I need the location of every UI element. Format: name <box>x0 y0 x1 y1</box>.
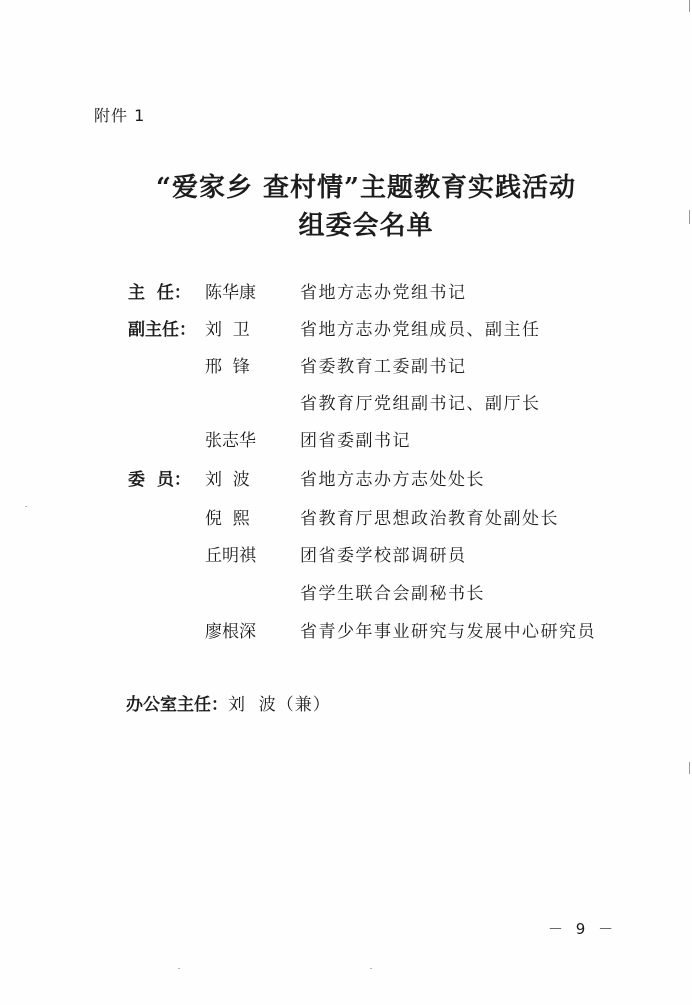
member-role: 副主任： <box>128 320 196 340</box>
member-row <box>0 543 692 569</box>
member-row <box>0 619 692 645</box>
member-row <box>0 467 692 493</box>
member-name: 刘 卫 <box>205 320 250 340</box>
scan-speck <box>178 968 180 969</box>
member-name: 张志华 <box>205 431 256 451</box>
office-director-role: 办公室主任： <box>126 695 228 715</box>
member-name: 陈华康 <box>205 283 256 303</box>
member-position: 团省委学校部调研员 <box>300 546 467 566</box>
scan-edge-mark <box>689 762 690 774</box>
scan-speck <box>370 968 372 969</box>
office-director-line <box>126 692 331 718</box>
document-title-line-1: “爱家乡 查村情”主题教育实践活动 <box>156 173 576 203</box>
scan-speck <box>25 506 27 507</box>
member-position: 省地方志办党组书记 <box>300 283 467 303</box>
member-position: 省地方志办党组成员、副主任 <box>300 320 541 340</box>
member-position: 省青少年事业研究与发展中心研究员 <box>300 622 596 642</box>
document-title-line-2: 组委会名单 <box>298 211 434 241</box>
member-position: 团省委副书记 <box>300 431 411 451</box>
member-row <box>0 581 692 607</box>
member-name: 邢 锋 <box>205 357 250 377</box>
member-name: 刘 波 <box>205 470 250 490</box>
member-name: 倪 熙 <box>205 509 250 529</box>
member-row <box>0 317 692 343</box>
member-position: 省教育厅党组副书记、副厅长 <box>300 394 541 414</box>
member-name: 廖根深 <box>205 622 256 642</box>
member-position: 省教育厅思想政治教育处副处长 <box>300 509 559 529</box>
member-row <box>0 280 692 306</box>
scan-edge-mark <box>689 0 690 12</box>
member-row <box>0 506 692 532</box>
attachment-label: 附件 1 <box>94 106 146 125</box>
member-position: 省委教育工委副书记 <box>300 357 467 377</box>
member-role: 委 员： <box>128 470 191 490</box>
member-position: 省学生联合会副秘书长 <box>300 584 485 604</box>
member-row <box>0 428 692 454</box>
member-position: 省地方志办方志处处长 <box>300 470 485 490</box>
page-number: － 9 － <box>548 920 618 938</box>
member-name: 丘明祺 <box>205 546 256 566</box>
member-row <box>0 391 692 417</box>
office-director-name: 刘 波（兼） <box>228 695 331 715</box>
scan-edge-mark <box>689 210 690 224</box>
member-row <box>0 354 692 380</box>
member-role: 主 任： <box>128 283 191 303</box>
